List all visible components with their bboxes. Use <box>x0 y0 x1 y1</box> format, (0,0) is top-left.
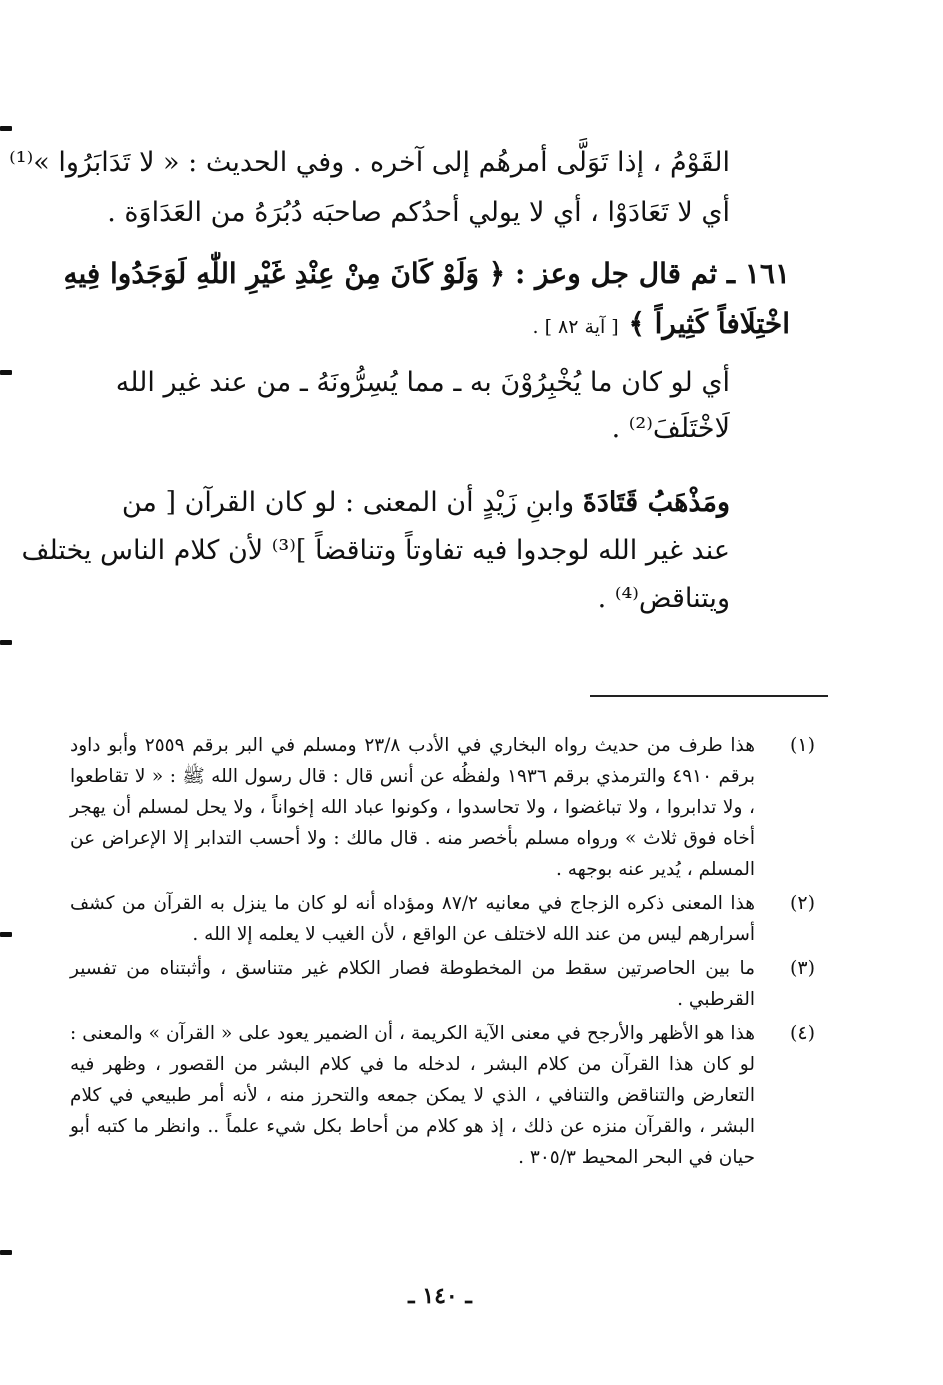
footnote <box>70 730 815 885</box>
footnote-text: ما بين الحاصرتين سقط من المخطوطة فصار الكلام غير متناسق ، وأثبتناه من تفسير القرطبي . <box>70 958 755 1010</box>
paragraph-lead: ومَذْهَبُ قَتَادَةَ <box>582 487 730 518</box>
footnote-number: (١) <box>789 734 815 756</box>
margin-mark <box>0 370 12 375</box>
paragraph-line: ويتناقض⁽⁴⁾ . <box>597 583 730 614</box>
footnote-separator <box>590 695 828 697</box>
footnote <box>70 888 815 950</box>
verse-text: اخْتِلَافاً كَثِيراً ﴾ <box>628 307 790 340</box>
footnotes-section <box>70 730 815 1176</box>
paragraph-line: أي لو كان ما يُخْبِرُوْنَ به ـ مما يُسِرُّونَهُ ـ من عند غير الله <box>115 367 730 398</box>
margin-mark <box>0 640 12 645</box>
paragraph-line: لَاخْتَلَفَ⁽²⁾ . <box>611 413 730 444</box>
page-number: ـ ١٤٠ ـ <box>408 1283 472 1309</box>
paragraph-text: وابنِ زَيْدٍ أن المعنى : لو كان القرآن [ من <box>121 487 575 518</box>
footnote-number: (٣) <box>789 957 815 979</box>
footnote <box>70 1018 815 1173</box>
footnote-text: هذا هو الأظهر والأرجح في معنى الآية الكريمة ، أن الضمير يعود على « القرآن » والمعنى : لو كان هذا القرآن من كلام البشر ، لدخله ما في كلام البشر من القصور ، وظهر فيه التعارض والتناقض والتنافي ، الذي لا يمكن جمعه والتحرز منه ، لأنه أمر طبيعي في كلام البشر ، والقرآن منزه عن ذلك ، إذ هو كلام من أحاط بكل شيء علماً .. وانظر ما كتبه أبو حيان في البحر المحيط ٣٠٥/٣ . <box>70 1023 756 1168</box>
verse-heading-continuation <box>70 300 790 351</box>
footnote-text: هذا طرف من حديث رواه البخاري في الأدب ٢٣/٨ ومسلم في البر برقم ٢٥٥٩ وأبو داود برقم ٤٩١٠ والترمذي برقم ١٩٣٦ ولفظُه عن أنس قال : قال رسول الله ﷺ : « لا تقاطعوا ، ولا تدابروا ، ولا تباغضوا ، ولا تحاسدوا ، وكونوا عباد الله إخواناً ، ولا يحل لمسلم أن يهجر أخاه فوق ثلاث » ورواه مسلم بأخصر منه . قال مالك : ولا أحسب التدابر إلا الإعراض عن المسلم ، يُدير عنه بوجهه . <box>70 735 756 880</box>
margin-mark <box>0 126 12 131</box>
verse-reference: [ آية ٨٢ ] . <box>532 316 619 338</box>
footnote <box>70 953 815 1015</box>
paragraph-line: عند غير الله لوجدوا فيه تفاوتاً وتناقضاً ]⁽³⁾ لأن كلام الناس يختلف <box>21 535 730 566</box>
footnote-text: هذا المعنى ذكره الزجاج في معانيه ٨٧/٢ ومؤداه أنه لو كان ما ينزل به القرآن من كشف أسرارهم ليس من عند الله لاختلف عن الواقع ، لأن الغيب لا يعلمه إلا الله . <box>70 893 755 945</box>
footnote-number: (٤) <box>789 1022 815 1044</box>
margin-mark <box>0 932 12 937</box>
paragraph-line <box>70 480 730 526</box>
main-text-line: أي لا تَعَادَوْا ، أي لا يولي أحدُكم صاحبَه دُبُرَهُ من العَدَاوَة . <box>107 197 730 228</box>
verse-heading-line: ١٦١ ـ ثم قال جل وعز : ﴿ وَلَوْ كَانَ مِنْ عِنْدِ غَيْرِ اللّٰهِ لَوَجَدُوا فِيهِ <box>63 257 790 290</box>
margin-mark <box>0 1250 12 1255</box>
main-text-line: القَوْمُ ، إذا تَوَلَّى أمرهُم إلى آخره . وفي الحديث : « لا تَدَابَرُوا »⁽¹⁾ <box>9 147 730 178</box>
footnote-number: (٢) <box>789 892 815 914</box>
